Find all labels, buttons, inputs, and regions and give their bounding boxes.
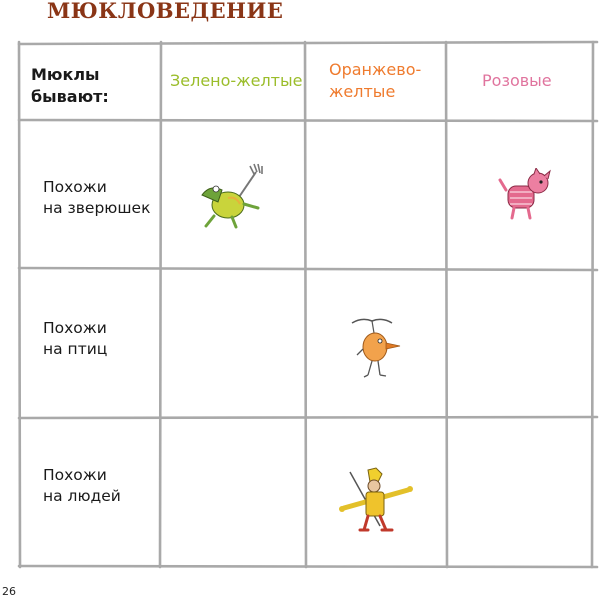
row-label-animals: Похожи на зверюшек	[43, 178, 151, 217]
column-header-orange-yellow: Оранжево- желтые	[329, 60, 422, 101]
corner-header: Мюклы бывают:	[31, 65, 109, 106]
yellow-sword-person-creature-icon	[334, 466, 418, 534]
row-label-birds: Похожи на птиц	[43, 319, 108, 358]
green-yellow-frog-creature-icon	[192, 160, 268, 230]
pink-pig-creature-icon	[498, 168, 556, 220]
page-title: МЮКЛОВЕДЕНИЕ	[47, 0, 284, 23]
column-header-pink: Розовые	[482, 71, 552, 90]
page-number: 26	[2, 585, 16, 598]
column-header-green-yellow: Зелено-желтые	[170, 71, 303, 90]
orange-propeller-bird-creature-icon	[348, 313, 402, 383]
row-label-people: Похожи на людей	[43, 466, 121, 505]
